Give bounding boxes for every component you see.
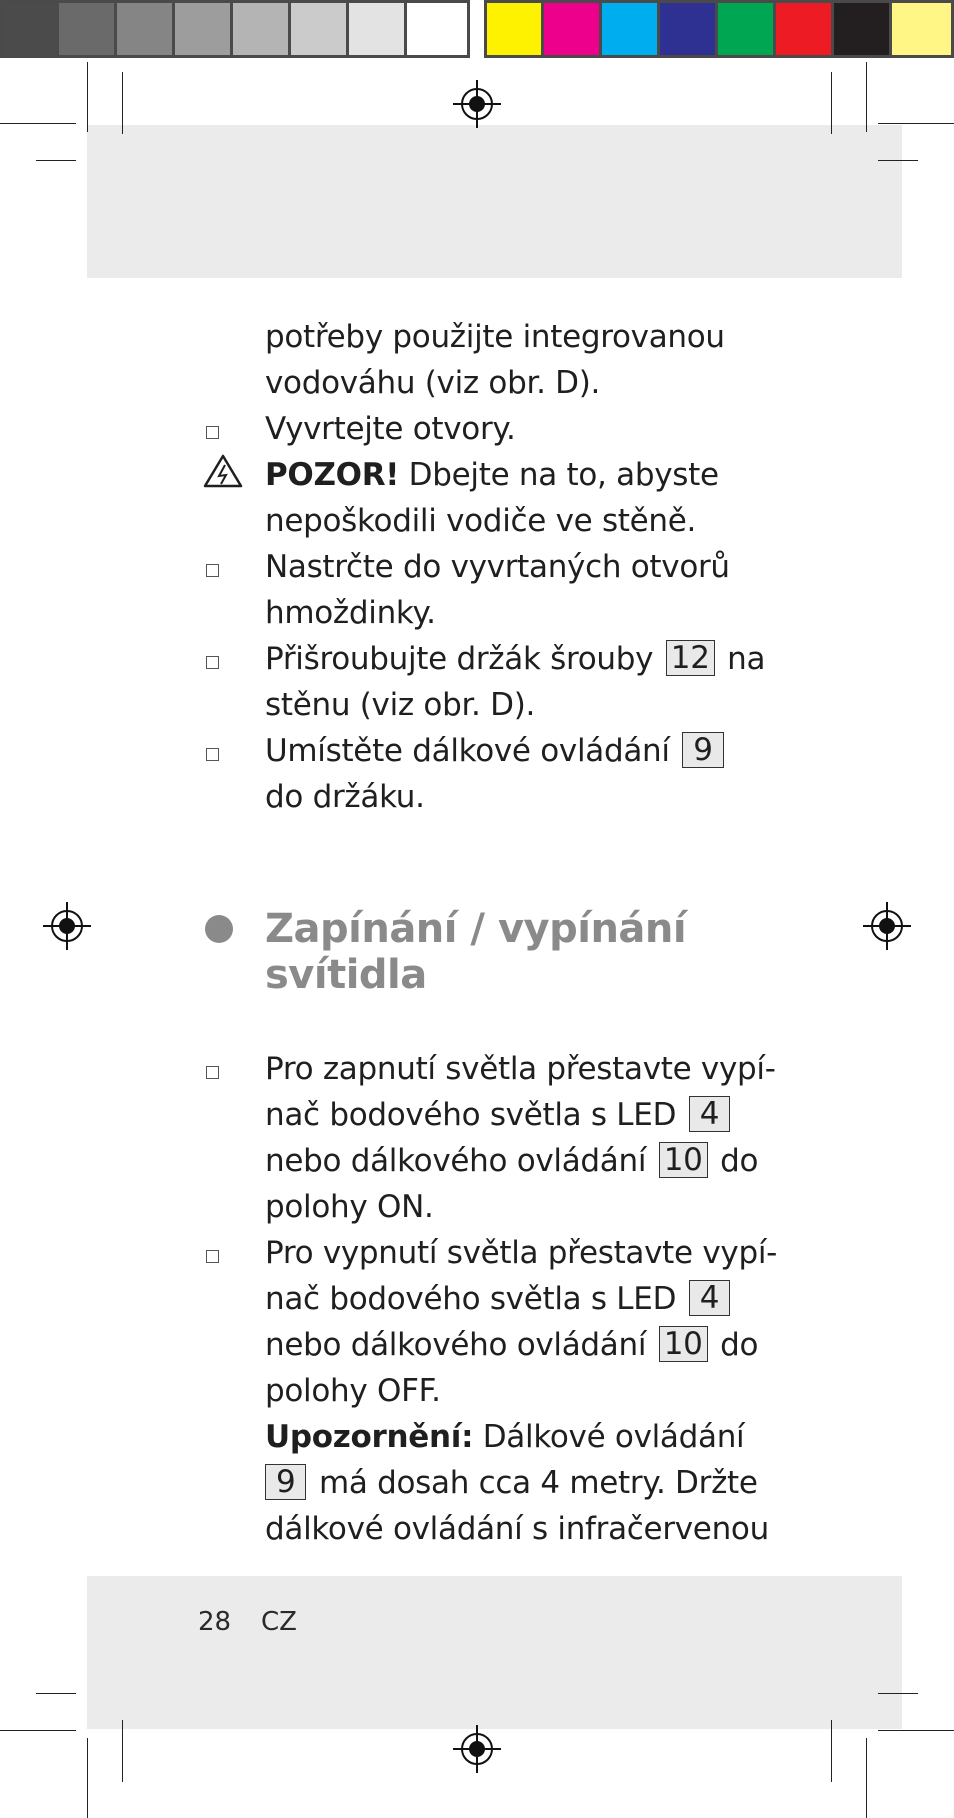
text-span: na — [717, 641, 766, 677]
crop-mark — [87, 1738, 88, 1818]
color-swatch — [599, 0, 660, 58]
color-swatch — [541, 0, 602, 58]
gray-swatch — [56, 0, 117, 58]
crop-mark — [878, 1730, 954, 1731]
color-swatch — [715, 0, 776, 58]
text-span: nač bodového světla s LED — [265, 1281, 686, 1317]
crop-mark — [122, 72, 123, 134]
section-heading: Zapínání / vypínání — [265, 906, 687, 952]
crop-mark — [0, 1730, 76, 1731]
color-swatch — [889, 0, 954, 58]
step-switch-off: Pro vypnutí světla přestavte vypí- — [265, 1235, 778, 1271]
part-reference: 4 — [689, 1096, 730, 1132]
checkbox-square-icon — [206, 564, 219, 577]
text-line: potřeby použijte integrovanou — [265, 319, 725, 355]
part-reference: 9 — [682, 732, 723, 768]
step-switch-on: Pro zapnutí světla přestavte vypí- — [265, 1051, 776, 1087]
crop-mark — [36, 1693, 76, 1694]
warning-label: POZOR! — [265, 457, 400, 493]
text-span: nač bodového světla s LED — [265, 1097, 686, 1133]
color-swatch-bar — [484, 0, 954, 62]
registration-mark-icon — [863, 902, 911, 950]
crop-mark — [122, 1720, 123, 1782]
text-line — [265, 1092, 733, 1138]
crop-mark — [866, 1738, 867, 1818]
checkbox-square-icon — [206, 426, 219, 439]
text-line: polohy ON. — [265, 1189, 434, 1225]
warning-line — [265, 452, 719, 498]
text-line: hmoždinky. — [265, 595, 436, 631]
note-label: Upozornění: — [265, 1419, 474, 1455]
text-line — [265, 1322, 758, 1368]
registration-mark-icon — [43, 902, 91, 950]
text-line: dálkové ovládání s infračervenou — [265, 1511, 769, 1547]
header-band — [87, 125, 902, 278]
text-line — [265, 1138, 758, 1184]
crop-mark — [87, 62, 88, 132]
color-swatch — [831, 0, 892, 58]
part-reference: 9 — [265, 1464, 306, 1500]
gray-swatch — [346, 0, 407, 58]
text-line: nepoškodili vodiče ve stěně. — [265, 503, 697, 539]
checkbox-square-icon — [206, 1066, 219, 1079]
crop-mark — [831, 1720, 832, 1782]
text-span: nebo dálkového ovládání — [265, 1143, 656, 1179]
registration-mark-icon — [453, 1725, 501, 1773]
step-dowels: Nastrčte do vyvrtaných otvorů — [265, 549, 730, 585]
text-line: polohy OFF. — [265, 1373, 441, 1409]
text-line: stěnu (viz obr. D). — [265, 687, 536, 723]
text-span: nebo dálkového ovládání — [265, 1327, 656, 1363]
footer-band — [87, 1576, 902, 1729]
gray-swatch — [172, 0, 233, 58]
text-line: do držáku. — [265, 779, 425, 815]
checkbox-square-icon — [206, 656, 219, 669]
warning-text: Dbejte na to, abyste — [399, 457, 719, 493]
part-reference: 10 — [659, 1326, 708, 1362]
gray-swatch — [230, 0, 291, 58]
gray-swatch — [288, 0, 349, 58]
text-span: má dosah cca 4 metry. Držte — [309, 1465, 758, 1501]
note-line — [265, 1414, 744, 1460]
crop-mark — [831, 72, 832, 134]
step-drill: Vyvrtejte otvory. — [265, 411, 516, 447]
crop-mark — [878, 1693, 918, 1694]
color-swatch — [773, 0, 834, 58]
part-reference: 12 — [666, 640, 715, 676]
step-remote — [265, 728, 727, 774]
gray-swatch-bar — [0, 0, 470, 62]
text-span: do — [710, 1143, 759, 1179]
text-span: do — [710, 1327, 759, 1363]
text-span: Dálkové ovládání — [473, 1419, 745, 1455]
part-reference: 4 — [689, 1280, 730, 1316]
registration-mark-icon — [453, 80, 501, 128]
checkbox-square-icon — [206, 1250, 219, 1263]
text-span: Přišroubujte držák šrouby — [265, 641, 663, 677]
step-screw — [265, 636, 765, 682]
gray-swatch — [114, 0, 175, 58]
crop-mark — [36, 160, 76, 161]
gray-swatch — [404, 0, 470, 58]
heading-bullet — [205, 915, 233, 943]
text-line: vodováhu (viz obr. D). — [265, 365, 601, 401]
color-swatch — [657, 0, 718, 58]
gray-swatch — [0, 0, 59, 58]
checkbox-square-icon — [206, 748, 219, 761]
text-line — [265, 1276, 733, 1322]
text-span: Umístěte dálkové ovládání — [265, 733, 680, 769]
crop-mark — [878, 123, 954, 124]
part-reference: 10 — [659, 1142, 708, 1178]
language-code: CZ — [261, 1607, 297, 1637]
warning-triangle-icon — [203, 454, 243, 488]
crop-mark — [0, 123, 76, 124]
color-swatch — [484, 0, 544, 58]
page-number: 28 — [198, 1607, 232, 1637]
section-heading: svítidla — [265, 952, 427, 998]
crop-mark — [866, 62, 867, 132]
text-line — [265, 1460, 758, 1506]
crop-mark — [878, 160, 918, 161]
